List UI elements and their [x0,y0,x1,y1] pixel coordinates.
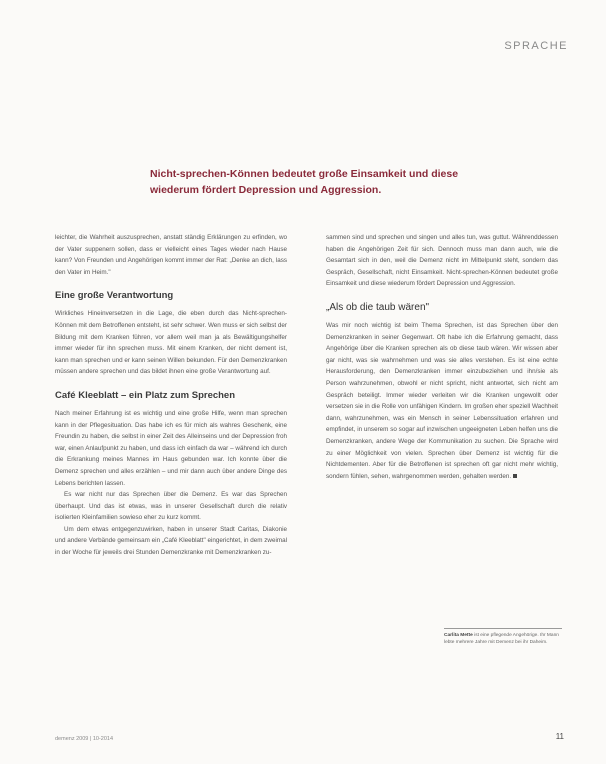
paragraph: Es war nicht nur das Sprechen über die Demenz. Es war das Sprechen überhaupt. Und das ist etwas, was in unserer Gesellschaft durch die relativ isolierten Kleinfamilien sowieso eher zu kurz kommt. [55,491,287,522]
page-number: 11 [555,732,564,741]
paragraph [326,320,558,482]
subheading: „Als ob die taub wären" [326,301,430,313]
right-column [326,232,558,482]
paragraph: Wirkliches Hineinversetzen in die Lage, die eben durch das Nicht-sprechen-Können mit dem Betroffenen entsteht, ist sehr schwer. Wen muss er sich selbst der Bildung mit dem Kranken führen, vor allem weil man ja als Bewältigungshelfer immer wieder für ihn sprechen muss. Mit einem Kranken, der nicht dement ist, kann man sprechen und er kann seinen Willen bekunden. Für den Demenzkranken müssen andere sprechen und das bildet ihnen eine große Verantwortung auf. [55,310,287,376]
paragraph: leichter, die Wahrheit auszusprechen, anstatt ständig Erklärungen zu erfinden, wo der Vater suppenern sollen, dass er vielleicht eines Tages wieder nach Hause kann? Von Freunden und Angehörigen kommt immer der Rat: „Denke an dich, lass den Vater im Heim." [55,234,287,276]
caption-divider [444,628,562,629]
paragraph: Um dem etwas entgegenzuwirken, haben in unserer Stadt Caritas, Diakonie und andere Verbände gemeinsam ein „Café Kleeblatt" eingerichtet, in dem zweimal in der Woche für jeweils drei Stunden Demenzkranke mit Demenzkranken zu- [55,525,287,557]
paragraph: Nach meiner Erfahrung ist es wichtig und eine große Hilfe, wenn man sprechen kann in der Pflegesituation. Das habe ich es für mich als wahres Geschenk, eine Freundin zu haben, die selbst in einer Zeit des Alleinseins und der Depression froh war, einen Anlaufpunkt zu haben, und dass ich einfach da war – während ich durch die Erkrankung meines Mannes im Haus gebunden war. Ich konnte über die Demenz sprechen und alles erzählen – und mir dann auch über andere Dinge des Lebens berichten lassen. [55,409,287,487]
subheading: Café Kleeblatt – ein Platz zum Sprechen [55,389,236,401]
author-name: Carlita Mette [444,633,473,638]
pull-quote: Nicht-sprechen-Können bedeutet große Einsamkeit und diese wiederum fördert Depression und Aggression. [150,168,459,196]
paragraph-text: Was mir noch wichtig ist beim Thema Sprechen, ist das Sprechen über den Demenzkranken in seiner Gegenwart. Oft habe ich die Erfahrung gemacht, dass Angehörige über die Kranken sprechen als ob diese taub wären. Wir wissen aber gar nicht, was sie wahrnehmen und was sie alles verstehen. Es ist eine echte Herausforderung, den Demenzkranken immer einzubeziehen und ihn/sie als Person wahrzunehmen, obwohl er nicht spricht, nicht antwortet, sich nicht am Gespräch beteiligt. Immer wieder verleiten wir die Kranken ungewollt oder versetzen sie in die Rolle von unfähigen Kindern. Im großen eher speziell Wachheit dann, wahrzunehmen, was ein Mensch in seiner Lebenssituation erfahren und empfindet, in unserem so sogar auf inzwischen ungeeigneten Leben helfen uns die Demenzkranken, andere Wege der Kommunikation zu suchen. Die Sprache wird zu einer Möglichkeit von vielen. Sprechen über Demenz ist wichtig für die Nichtdementen. Aber für die Betroffenen ist sprechen oft gar nicht mehr wichtig, sondern fühlen, sehen, wahrgenommen werden, gehalten werden. [326,321,558,480]
end-mark-icon [513,474,517,478]
subheading: Eine große Verantwortung [55,290,174,302]
footer-publication: demenz 2009 | 10-2014 [55,736,113,742]
paragraph: sammen sind und sprechen und singen und alles tun, was guttut. Währenddessen haben die Angehörigen Zeit für sich. Dennoch muss man dann auch, wie die Gesamtart sich in den, weil die Demenz nicht im Mittelpunkt steht, sondern das Gespräch, Gesellschaft, nicht Einsamkeit. Nicht-sprechen-Können bedeutet große Einsamkeit und diese wiederum fördert Depression und Aggression. [326,234,558,288]
section-label: SPRACHE [504,40,568,52]
author-caption [444,632,562,646]
left-column [55,232,287,559]
author-bio: ist eine pflegende Angehörige. Ihr Mann lebte mehrere Jahre mit Demenz bei ihr Daheim. [444,633,559,645]
